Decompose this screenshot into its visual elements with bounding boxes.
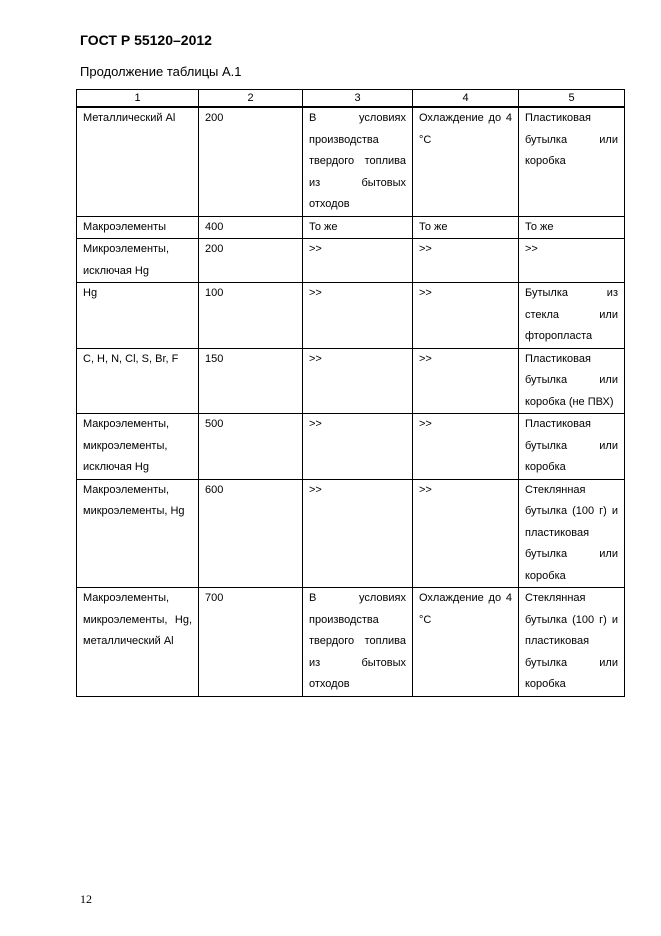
table-cell: 100 <box>199 283 303 349</box>
table-row <box>77 588 625 697</box>
table-cell: Бутылка из стекла или фторопласта <box>519 283 625 349</box>
table-cell: 400 <box>199 216 303 239</box>
table-cell: Металлический Al <box>77 107 199 216</box>
table-cell: Макроэлементы <box>77 216 199 239</box>
table-cell: Макроэлементы, микроэлементы, исключая Hg <box>77 414 199 480</box>
table-cell: Пластиковая бутылка или коробка <box>519 414 625 480</box>
table-cell: >> <box>303 283 413 349</box>
table-cell: Охлаждение до 4 °С <box>413 588 519 697</box>
table-cell: Макроэлементы, микроэлементы, Hg, металлический Al <box>77 588 199 697</box>
table-cell: >> <box>413 479 519 588</box>
page-number: 12 <box>80 892 92 906</box>
table-cell: >> <box>413 283 519 349</box>
column-header: 3 <box>303 90 413 108</box>
column-header: 4 <box>413 90 519 108</box>
table-cell: >> <box>303 414 413 480</box>
table-cell: 600 <box>199 479 303 588</box>
table-cell: То же <box>519 216 625 239</box>
table-row <box>77 479 625 588</box>
table-cell: >> <box>413 348 519 414</box>
table-cell: То же <box>303 216 413 239</box>
table-cell: Микроэлементы, исключая Hg <box>77 239 199 283</box>
table-cell: C, H, N, Cl, S, Br, F <box>77 348 199 414</box>
table-cell: 500 <box>199 414 303 480</box>
table-row <box>77 216 625 239</box>
table-cell: >> <box>519 239 625 283</box>
table-cell: 200 <box>199 107 303 216</box>
table-cell: Пластиковая бутылка или коробка <box>519 107 625 216</box>
table-row <box>77 414 625 480</box>
table-cell: 700 <box>199 588 303 697</box>
table-cell: В условиях производства твердого топлива из бытовых отходов <box>303 107 413 216</box>
document-title: ГОСТ Р 55120–2012 <box>80 32 212 48</box>
table-cell: Стеклянная бутылка (100 г) и пластиковая бутылка или коробка <box>519 479 625 588</box>
table-cell: Макроэлементы, микроэлементы, Hg <box>77 479 199 588</box>
table-cell: >> <box>413 239 519 283</box>
table-caption: Продолжение таблицы А.1 <box>80 64 242 79</box>
table-cell: Стеклянная бутылка (100 г) и пластиковая бутылка или коробка <box>519 588 625 697</box>
samples-table <box>76 89 625 697</box>
table-cell: 150 <box>199 348 303 414</box>
table-cell: >> <box>303 479 413 588</box>
table-cell: >> <box>303 239 413 283</box>
table-row <box>77 348 625 414</box>
table-cell: Охлаждение до 4 °С <box>413 107 519 216</box>
table-cell: Пластиковая бутылка или коробка (не ПВХ) <box>519 348 625 414</box>
column-header: 5 <box>519 90 625 108</box>
table-header-row <box>77 90 625 108</box>
table-cell: В условиях производства твердого топлива из бытовых отходов <box>303 588 413 697</box>
column-header: 1 <box>77 90 199 108</box>
table-row <box>77 283 625 349</box>
table-cell: >> <box>303 348 413 414</box>
table-row <box>77 107 625 216</box>
table-cell: Hg <box>77 283 199 349</box>
column-header: 2 <box>199 90 303 108</box>
table-row <box>77 239 625 283</box>
table-cell: 200 <box>199 239 303 283</box>
table-cell: >> <box>413 414 519 480</box>
table-cell: То же <box>413 216 519 239</box>
